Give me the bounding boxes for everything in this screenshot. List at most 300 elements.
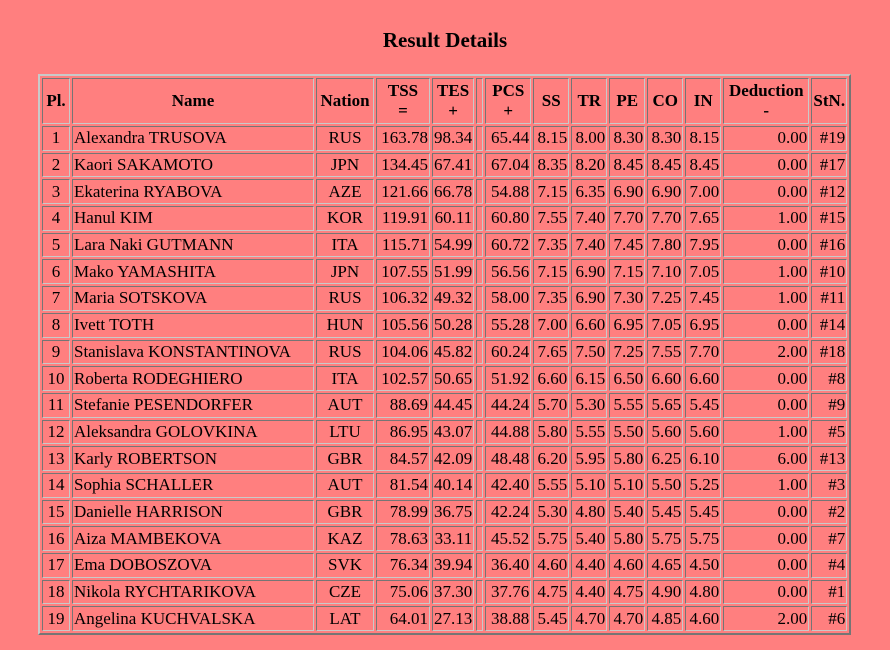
cell-name: Danielle HARRISON xyxy=(72,500,314,525)
cell-pcs: 45.52 xyxy=(485,526,531,551)
cell-nation: KAZ xyxy=(316,526,374,551)
cell-starting-number: #11 xyxy=(811,286,847,311)
cell-co: 5.60 xyxy=(647,420,683,445)
cell-nation: AUT xyxy=(316,393,374,418)
cell-tss: 107.55 xyxy=(376,259,430,284)
cell-nation: LTU xyxy=(316,420,374,445)
cell-tss: 104.06 xyxy=(376,340,430,365)
cell-ss: 7.15 xyxy=(533,259,569,284)
cell-tr: 4.70 xyxy=(571,606,607,631)
cell-pcs: 44.24 xyxy=(485,393,531,418)
cell-tes: 40.14 xyxy=(432,473,474,498)
cell-in: 5.45 xyxy=(685,500,721,525)
cell-ss: 5.75 xyxy=(533,526,569,551)
cell-pcs: 58.00 xyxy=(485,286,531,311)
col-header-in: IN xyxy=(685,78,721,124)
cell-starting-number: #9 xyxy=(811,393,847,418)
cell-nation: LAT xyxy=(316,606,374,631)
cell-tss: 84.57 xyxy=(376,446,430,471)
cell-tss: 81.54 xyxy=(376,473,430,498)
table-row xyxy=(42,580,847,605)
cell-pe: 5.50 xyxy=(609,420,645,445)
cell-ss: 7.65 xyxy=(533,340,569,365)
cell-deduction: 0.00 xyxy=(723,313,809,338)
cell-tes: 33.11 xyxy=(432,526,474,551)
cell-place: 10 xyxy=(42,366,70,391)
cell-pe: 7.25 xyxy=(609,340,645,365)
cell-deduction: 1.00 xyxy=(723,473,809,498)
cell-co: 7.10 xyxy=(647,259,683,284)
cell-co: 5.50 xyxy=(647,473,683,498)
cell-in: 6.60 xyxy=(685,366,721,391)
cell-tr: 5.95 xyxy=(571,446,607,471)
cell-pe: 8.30 xyxy=(609,126,645,151)
cell-tes: 43.07 xyxy=(432,420,474,445)
cell-co: 6.25 xyxy=(647,446,683,471)
cell-tr: 4.80 xyxy=(571,500,607,525)
cell-ss: 4.75 xyxy=(533,580,569,605)
cell-starting-number: #1 xyxy=(811,580,847,605)
cell-pe: 5.80 xyxy=(609,526,645,551)
cell-tr: 6.90 xyxy=(571,286,607,311)
cell-in: 6.95 xyxy=(685,313,721,338)
cell-spacer xyxy=(476,500,483,525)
cell-tss: 88.69 xyxy=(376,393,430,418)
cell-tss: 106.32 xyxy=(376,286,430,311)
cell-name: Lara Naki GUTMANN xyxy=(72,233,314,258)
cell-spacer xyxy=(476,473,483,498)
cell-in: 7.70 xyxy=(685,340,721,365)
cell-spacer xyxy=(476,526,483,551)
cell-tr: 5.55 xyxy=(571,420,607,445)
cell-place: 7 xyxy=(42,286,70,311)
cell-tes: 37.30 xyxy=(432,580,474,605)
cell-tes: 98.34 xyxy=(432,126,474,151)
cell-nation: RUS xyxy=(316,126,374,151)
cell-tes: 36.75 xyxy=(432,500,474,525)
col-header-nation: Nation xyxy=(316,78,374,124)
cell-spacer xyxy=(476,420,483,445)
cell-in: 7.05 xyxy=(685,259,721,284)
cell-starting-number: #18 xyxy=(811,340,847,365)
cell-ss: 7.00 xyxy=(533,313,569,338)
cell-co: 7.70 xyxy=(647,206,683,231)
cell-starting-number: #3 xyxy=(811,473,847,498)
cell-place: 3 xyxy=(42,179,70,204)
cell-spacer xyxy=(476,393,483,418)
cell-starting-number: #6 xyxy=(811,606,847,631)
cell-deduction: 0.00 xyxy=(723,500,809,525)
cell-deduction: 0.00 xyxy=(723,580,809,605)
cell-tr: 7.40 xyxy=(571,233,607,258)
cell-place: 4 xyxy=(42,206,70,231)
cell-place: 13 xyxy=(42,446,70,471)
cell-pcs: 54.88 xyxy=(485,179,531,204)
cell-in: 5.60 xyxy=(685,420,721,445)
cell-in: 7.45 xyxy=(685,286,721,311)
cell-name: Sophia SCHALLER xyxy=(72,473,314,498)
cell-place: 8 xyxy=(42,313,70,338)
table-row xyxy=(42,500,847,525)
table-row xyxy=(42,473,847,498)
cell-ss: 5.30 xyxy=(533,500,569,525)
cell-nation: HUN xyxy=(316,313,374,338)
cell-co: 5.75 xyxy=(647,526,683,551)
cell-spacer xyxy=(476,606,483,631)
cell-name: Ivett TOTH xyxy=(72,313,314,338)
cell-tss: 119.91 xyxy=(376,206,430,231)
cell-in: 4.50 xyxy=(685,553,721,578)
col-header-tes-label: TES xyxy=(437,81,470,100)
cell-deduction: 0.00 xyxy=(723,366,809,391)
col-header-name: Name xyxy=(72,78,314,124)
cell-co: 7.55 xyxy=(647,340,683,365)
cell-tr: 6.60 xyxy=(571,313,607,338)
cell-spacer xyxy=(476,206,483,231)
cell-starting-number: #13 xyxy=(811,446,847,471)
cell-ss: 5.55 xyxy=(533,473,569,498)
cell-deduction: 0.00 xyxy=(723,179,809,204)
cell-deduction: 2.00 xyxy=(723,340,809,365)
cell-deduction: 6.00 xyxy=(723,446,809,471)
cell-tss: 64.01 xyxy=(376,606,430,631)
cell-place: 1 xyxy=(42,126,70,151)
cell-ss: 6.20 xyxy=(533,446,569,471)
cell-spacer xyxy=(476,259,483,284)
cell-name: Nikola RYCHTARIKOVA xyxy=(72,580,314,605)
cell-spacer xyxy=(476,179,483,204)
cell-name: Angelina KUCHVALSKA xyxy=(72,606,314,631)
cell-starting-number: #8 xyxy=(811,366,847,391)
cell-pcs: 48.48 xyxy=(485,446,531,471)
table-row xyxy=(42,553,847,578)
cell-in: 7.65 xyxy=(685,206,721,231)
cell-pcs: 44.88 xyxy=(485,420,531,445)
cell-spacer xyxy=(476,553,483,578)
cell-co: 4.85 xyxy=(647,606,683,631)
cell-co: 7.05 xyxy=(647,313,683,338)
col-header-tss-label: TSS xyxy=(387,81,419,100)
cell-place: 15 xyxy=(42,500,70,525)
cell-starting-number: #4 xyxy=(811,553,847,578)
page-title: Result Details xyxy=(382,28,508,52)
cell-pcs: 36.40 xyxy=(485,553,531,578)
cell-pe: 4.75 xyxy=(609,580,645,605)
cell-co: 8.30 xyxy=(647,126,683,151)
cell-tes: 51.99 xyxy=(432,259,474,284)
cell-nation: RUS xyxy=(316,286,374,311)
cell-ss: 7.15 xyxy=(533,179,569,204)
cell-place: 19 xyxy=(42,606,70,631)
cell-spacer xyxy=(476,340,483,365)
cell-tes: 45.82 xyxy=(432,340,474,365)
cell-tr: 8.20 xyxy=(571,153,607,178)
cell-nation: AZE xyxy=(316,179,374,204)
cell-tes: 42.09 xyxy=(432,446,474,471)
cell-co: 4.90 xyxy=(647,580,683,605)
cell-nation: KOR xyxy=(316,206,374,231)
cell-tes: 27.13 xyxy=(432,606,474,631)
cell-name: Alexandra TRUSOVA xyxy=(72,126,314,151)
col-header-tes-sign: + xyxy=(448,101,458,120)
table-row xyxy=(42,206,847,231)
cell-tes: 44.45 xyxy=(432,393,474,418)
cell-tr: 6.90 xyxy=(571,259,607,284)
cell-tr: 6.35 xyxy=(571,179,607,204)
cell-starting-number: #15 xyxy=(811,206,847,231)
cell-pe: 7.45 xyxy=(609,233,645,258)
cell-in: 5.25 xyxy=(685,473,721,498)
cell-deduction: 1.00 xyxy=(723,286,809,311)
table-row xyxy=(42,526,847,551)
cell-tss: 115.71 xyxy=(376,233,430,258)
cell-tes: 50.28 xyxy=(432,313,474,338)
table-row xyxy=(42,286,847,311)
cell-deduction: 0.00 xyxy=(723,553,809,578)
cell-pe: 6.50 xyxy=(609,366,645,391)
cell-nation: ITA xyxy=(316,366,374,391)
results-table xyxy=(38,74,851,635)
cell-co: 6.90 xyxy=(647,179,683,204)
cell-nation: SVK xyxy=(316,553,374,578)
cell-place: 14 xyxy=(42,473,70,498)
table-row xyxy=(42,446,847,471)
cell-tes: 39.94 xyxy=(432,553,474,578)
table-row xyxy=(42,233,847,258)
cell-nation: AUT xyxy=(316,473,374,498)
cell-deduction: 0.00 xyxy=(723,126,809,151)
cell-nation: GBR xyxy=(316,500,374,525)
col-header-tss-sign: = xyxy=(398,101,408,120)
cell-pcs: 51.92 xyxy=(485,366,531,391)
cell-name: Hanul KIM xyxy=(72,206,314,231)
cell-deduction: 0.00 xyxy=(723,233,809,258)
col-header-pcs xyxy=(485,78,531,124)
cell-ss: 7.55 xyxy=(533,206,569,231)
cell-in: 8.45 xyxy=(685,153,721,178)
table-row xyxy=(42,126,847,151)
col-header-pcs-label: PCS xyxy=(492,81,525,100)
cell-place: 2 xyxy=(42,153,70,178)
cell-place: 18 xyxy=(42,580,70,605)
col-header-deduction-sign: - xyxy=(763,101,770,120)
cell-name: Stefanie PESENDORFER xyxy=(72,393,314,418)
cell-ss: 5.70 xyxy=(533,393,569,418)
cell-spacer xyxy=(476,366,483,391)
col-header-place: Pl. xyxy=(42,78,70,124)
cell-pcs: 56.56 xyxy=(485,259,531,284)
cell-tr: 4.40 xyxy=(571,553,607,578)
cell-name: Ekaterina RYABOVA xyxy=(72,179,314,204)
cell-pe: 6.90 xyxy=(609,179,645,204)
col-header-pcs-sign: + xyxy=(503,101,514,120)
cell-ss: 8.15 xyxy=(533,126,569,151)
col-header-tes xyxy=(432,78,474,124)
cell-deduction: 1.00 xyxy=(723,206,809,231)
cell-starting-number: #2 xyxy=(811,500,847,525)
cell-spacer xyxy=(476,446,483,471)
cell-starting-number: #17 xyxy=(811,153,847,178)
cell-pcs: 67.04 xyxy=(485,153,531,178)
cell-tss: 86.95 xyxy=(376,420,430,445)
cell-tss: 78.99 xyxy=(376,500,430,525)
cell-in: 7.00 xyxy=(685,179,721,204)
cell-tr: 8.00 xyxy=(571,126,607,151)
cell-pcs: 38.88 xyxy=(485,606,531,631)
cell-tes: 50.65 xyxy=(432,366,474,391)
cell-name: Roberta RODEGHIERO xyxy=(72,366,314,391)
cell-pe: 7.70 xyxy=(609,206,645,231)
cell-place: 12 xyxy=(42,420,70,445)
cell-pe: 5.40 xyxy=(609,500,645,525)
cell-co: 8.45 xyxy=(647,153,683,178)
cell-spacer xyxy=(476,153,483,178)
cell-ss: 8.35 xyxy=(533,153,569,178)
cell-tr: 7.40 xyxy=(571,206,607,231)
col-header-co: CO xyxy=(647,78,683,124)
cell-name: Maria SOTSKOVA xyxy=(72,286,314,311)
cell-place: 11 xyxy=(42,393,70,418)
cell-starting-number: #12 xyxy=(811,179,847,204)
cell-co: 5.45 xyxy=(647,500,683,525)
cell-starting-number: #7 xyxy=(811,526,847,551)
cell-deduction: 2.00 xyxy=(723,606,809,631)
table-row xyxy=(42,393,847,418)
col-header-tr: TR xyxy=(571,78,607,124)
table-row xyxy=(42,313,847,338)
table-row xyxy=(42,259,847,284)
cell-tr: 5.10 xyxy=(571,473,607,498)
cell-pe: 6.95 xyxy=(609,313,645,338)
cell-tes: 66.78 xyxy=(432,179,474,204)
cell-deduction: 0.00 xyxy=(723,393,809,418)
cell-pe: 4.60 xyxy=(609,553,645,578)
cell-in: 4.60 xyxy=(685,606,721,631)
cell-starting-number: #19 xyxy=(811,126,847,151)
table-row xyxy=(42,606,847,631)
cell-co: 5.65 xyxy=(647,393,683,418)
cell-deduction: 1.00 xyxy=(723,259,809,284)
cell-pe: 7.15 xyxy=(609,259,645,284)
cell-name: Aleksandra GOLOVKINA xyxy=(72,420,314,445)
cell-pe: 7.30 xyxy=(609,286,645,311)
cell-tss: 102.57 xyxy=(376,366,430,391)
cell-pcs: 42.24 xyxy=(485,500,531,525)
cell-co: 6.60 xyxy=(647,366,683,391)
col-header-deduction xyxy=(723,78,809,124)
cell-tes: 54.99 xyxy=(432,233,474,258)
col-header-ss: SS xyxy=(533,78,569,124)
cell-tr: 5.30 xyxy=(571,393,607,418)
cell-ss: 5.80 xyxy=(533,420,569,445)
cell-nation: JPN xyxy=(316,259,374,284)
header-row xyxy=(42,78,847,124)
cell-nation: RUS xyxy=(316,340,374,365)
cell-tes: 67.41 xyxy=(432,153,474,178)
cell-pe: 5.55 xyxy=(609,393,645,418)
cell-tss: 75.06 xyxy=(376,580,430,605)
cell-nation: GBR xyxy=(316,446,374,471)
cell-place: 16 xyxy=(42,526,70,551)
cell-tss: 134.45 xyxy=(376,153,430,178)
cell-nation: JPN xyxy=(316,153,374,178)
cell-spacer xyxy=(476,313,483,338)
cell-tes: 60.11 xyxy=(432,206,474,231)
cell-tr: 7.50 xyxy=(571,340,607,365)
cell-co: 4.65 xyxy=(647,553,683,578)
col-header-tss xyxy=(376,78,430,124)
cell-in: 5.45 xyxy=(685,393,721,418)
cell-tr: 6.15 xyxy=(571,366,607,391)
cell-nation: CZE xyxy=(316,580,374,605)
cell-tss: 163.78 xyxy=(376,126,430,151)
cell-pcs: 60.24 xyxy=(485,340,531,365)
cell-name: Aiza MAMBEKOVA xyxy=(72,526,314,551)
cell-name: Kaori SAKAMOTO xyxy=(72,153,314,178)
col-header-starting-number: StN. xyxy=(811,78,847,124)
cell-starting-number: #10 xyxy=(811,259,847,284)
cell-in: 6.10 xyxy=(685,446,721,471)
cell-co: 7.25 xyxy=(647,286,683,311)
cell-tss: 76.34 xyxy=(376,553,430,578)
cell-in: 5.75 xyxy=(685,526,721,551)
cell-pcs: 42.40 xyxy=(485,473,531,498)
cell-tes: 49.32 xyxy=(432,286,474,311)
cell-tss: 105.56 xyxy=(376,313,430,338)
cell-place: 17 xyxy=(42,553,70,578)
cell-place: 5 xyxy=(42,233,70,258)
cell-starting-number: #5 xyxy=(811,420,847,445)
cell-tss: 78.63 xyxy=(376,526,430,551)
cell-nation: ITA xyxy=(316,233,374,258)
cell-name: Mako YAMASHITA xyxy=(72,259,314,284)
cell-spacer xyxy=(476,233,483,258)
cell-in: 4.80 xyxy=(685,580,721,605)
cell-pcs: 37.76 xyxy=(485,580,531,605)
table-row xyxy=(42,340,847,365)
cell-name: Ema DOBOSZOVA xyxy=(72,553,314,578)
cell-tss: 121.66 xyxy=(376,179,430,204)
cell-place: 6 xyxy=(42,259,70,284)
table-row xyxy=(42,366,847,391)
cell-ss: 7.35 xyxy=(533,286,569,311)
cell-pcs: 60.80 xyxy=(485,206,531,231)
cell-tr: 5.40 xyxy=(571,526,607,551)
cell-tr: 4.40 xyxy=(571,580,607,605)
cell-starting-number: #16 xyxy=(811,233,847,258)
cell-pe: 4.70 xyxy=(609,606,645,631)
cell-deduction: 1.00 xyxy=(723,420,809,445)
cell-co: 7.80 xyxy=(647,233,683,258)
cell-pe: 5.10 xyxy=(609,473,645,498)
col-header-pe: PE xyxy=(609,78,645,124)
cell-pe: 5.80 xyxy=(609,446,645,471)
cell-name: Stanislava KONSTANTINOVA xyxy=(72,340,314,365)
cell-pcs: 60.72 xyxy=(485,233,531,258)
col-header-deduction-label: Deduction xyxy=(728,81,804,100)
table-row xyxy=(42,153,847,178)
results-body xyxy=(42,126,847,631)
cell-ss: 4.60 xyxy=(533,553,569,578)
cell-spacer xyxy=(476,286,483,311)
cell-pcs: 65.44 xyxy=(485,126,531,151)
cell-ss: 5.45 xyxy=(533,606,569,631)
cell-spacer xyxy=(476,580,483,605)
cell-starting-number: #14 xyxy=(811,313,847,338)
cell-name: Karly ROBERTSON xyxy=(72,446,314,471)
cell-pcs: 55.28 xyxy=(485,313,531,338)
cell-in: 7.95 xyxy=(685,233,721,258)
